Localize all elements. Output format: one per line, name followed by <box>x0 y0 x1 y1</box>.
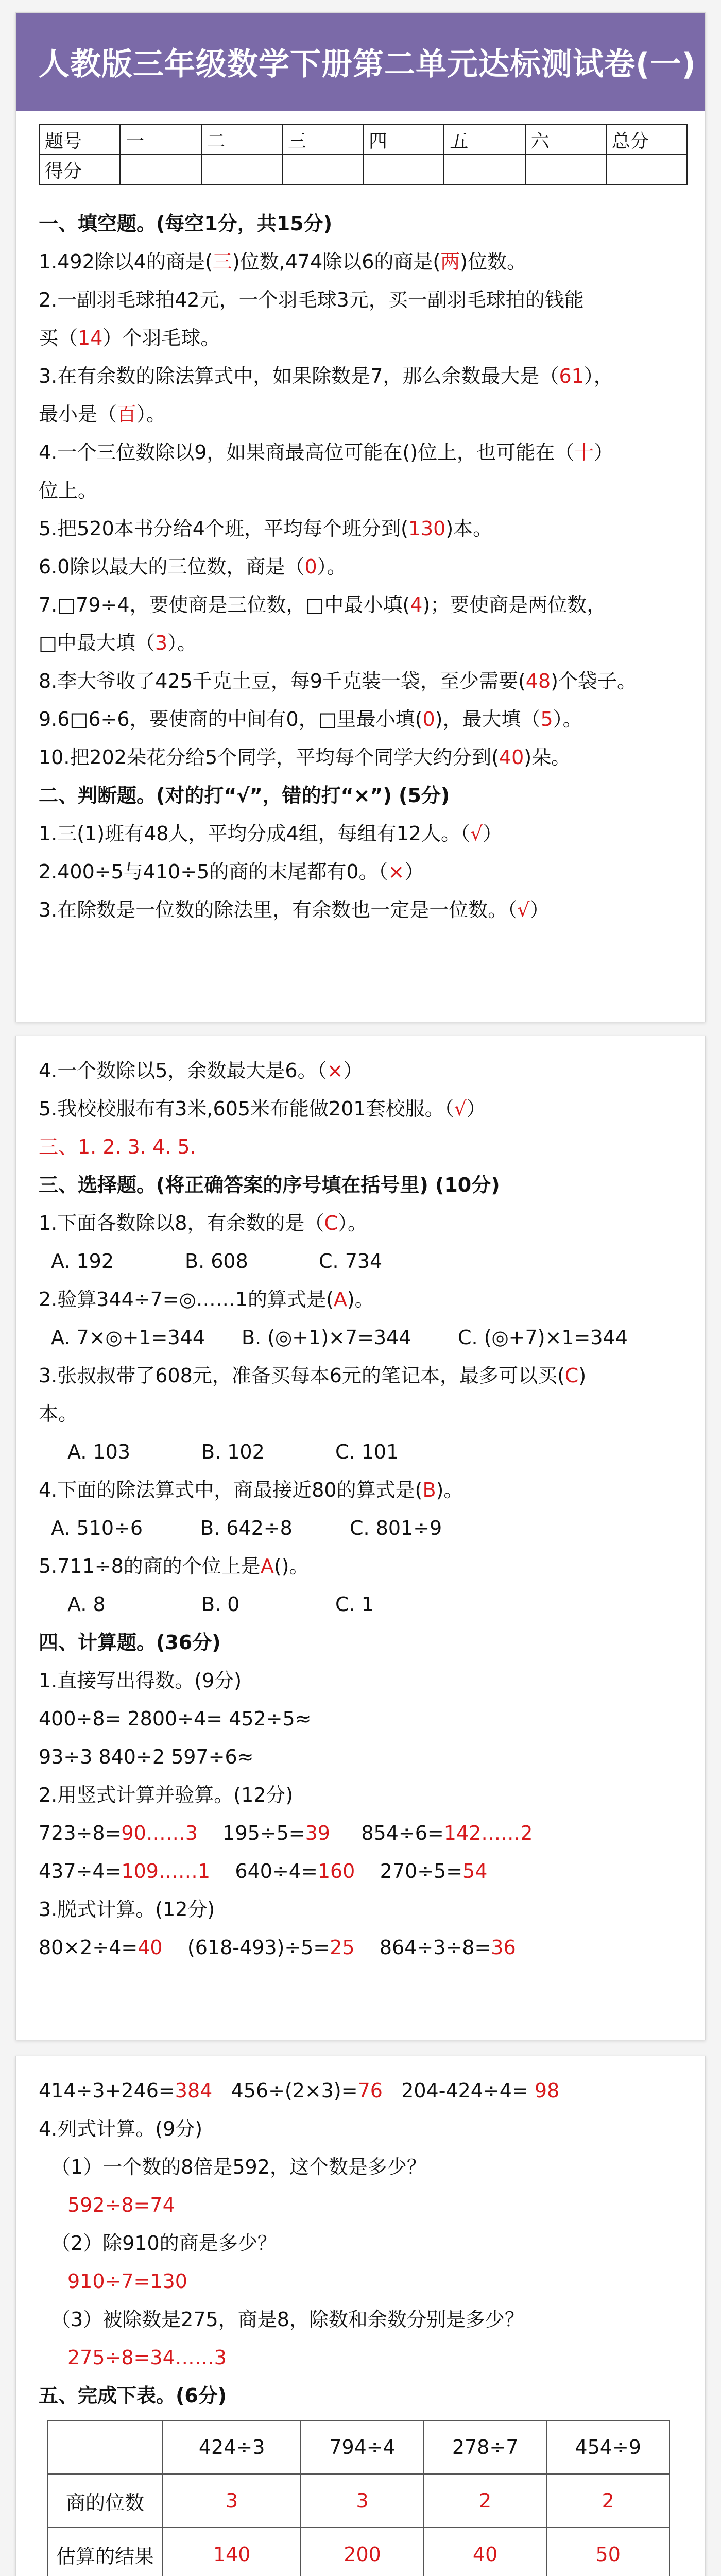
title-band <box>16 13 705 111</box>
judge-1: 1.三(1)班有48人，平均分成4组，每组有12人。（√） <box>39 822 503 845</box>
question-7-cont: □中最大填（3）。 <box>39 632 197 654</box>
question-10: 10.把202朵花分给5个同学，平均每个同学大约分到(40)朵。 <box>39 746 571 769</box>
question-1: 1.492除以4的商是(三)位数,474除以6的商是(两)位数。 <box>39 250 527 273</box>
question-5: 5.把520本书分给4个班，平均每个班分到(130)本。 <box>39 517 493 540</box>
score-cell: 二 <box>201 125 282 155</box>
score-cell <box>525 155 606 184</box>
choice-3-cont: 本。 <box>39 1402 78 1425</box>
question-8: 8.李大爷收了425千克土豆，每9千克装一袋，至少需要(48)个袋子。 <box>39 670 637 692</box>
score-row-header <box>39 125 687 155</box>
table-row <box>47 2474 670 2528</box>
calc-4-q2: （2）除910的商是多少？ <box>51 2232 277 2255</box>
choice-2: 2.验算344÷7=◎……1的算式是(A)。 <box>39 1288 374 1311</box>
table-cell: 794÷4 <box>301 2420 424 2474</box>
question-4: 4.一个三位数除以9，如果商最高位可能在()位上，也可能在（十） <box>39 441 614 464</box>
score-cell <box>282 155 363 184</box>
choice-4-options: A. 510÷6 B. 642÷8 C. 801÷9 <box>51 1517 442 1539</box>
table-cell: 2 <box>546 2474 670 2528</box>
section-5-title: 五、完成下表。(6分) <box>39 2384 227 2407</box>
division-table <box>47 2420 670 2576</box>
question-9: 9.6□6÷6，要使商的中间有0，□里最小填(0)，最大填（5）。 <box>39 708 582 731</box>
question-3: 3.在有余数的除法算式中，如果除数是7，那么余数最大是（61）， <box>39 365 613 387</box>
page-2 <box>15 1036 706 2040</box>
question-6: 6.0除以最大的三位数，商是（0）。 <box>39 555 347 578</box>
calc-2-row: 437÷4=109……1 640÷4=160 270÷5=54 <box>39 1860 488 1883</box>
question-2: 2.一副羽毛球拍42元，一个羽毛球3元，买一副羽毛球拍的钱能 <box>39 289 584 311</box>
score-cell <box>120 155 201 184</box>
choice-3: 3.张叔叔带了608元，准备买每本6元的笔记本，最多可以买(C) <box>39 1364 587 1387</box>
calc-1-row: 93÷3 840÷2 597÷6≈ <box>39 1745 254 1768</box>
section-4-title: 四、计算题。(36分) <box>39 1631 221 1654</box>
table-cell: 278÷7 <box>424 2420 547 2474</box>
judge-4: 4.一个数除以5，余数最大是6。（×） <box>39 1059 363 1082</box>
section-3-title: 三、选择题。(将正确答案的序号填在括号里) (10分) <box>39 1174 500 1196</box>
score-cell: 一 <box>120 125 201 155</box>
score-cell: 总分 <box>606 125 687 155</box>
question-7: 7.□79÷4，要使商是三位数，□中最小填(4)；要使商是两位数， <box>39 594 607 616</box>
page-1 <box>15 12 706 1022</box>
table-cell <box>47 2420 163 2474</box>
judge-5: 5.我校校服布有3米,605米布能做201套校服。（√） <box>39 1097 486 1120</box>
question-3-cont: 最小是（百）。 <box>39 403 166 426</box>
score-cell <box>201 155 282 184</box>
judge-answers: 三、1. 2. 3. 4. 5. <box>39 1136 196 1158</box>
judge-2: 2.400÷5与410÷5的商的末尾都有0。（×） <box>39 860 424 883</box>
table-cell: 3 <box>301 2474 424 2528</box>
score-cell <box>363 155 444 184</box>
score-cell: 三 <box>282 125 363 155</box>
score-cell: 四 <box>363 125 444 155</box>
table-cell: 50 <box>546 2528 670 2576</box>
table-cell: 424÷3 <box>163 2420 301 2474</box>
calc-4-a3: 275÷8=34……3 <box>67 2346 227 2369</box>
calc-4-q1: （1）一个数的8倍是592，这个数是多少？ <box>51 2156 426 2178</box>
table-cell: 2 <box>424 2474 547 2528</box>
table-cell: 3 <box>163 2474 301 2528</box>
table-cell: 454÷9 <box>546 2420 670 2474</box>
score-cell: 五 <box>444 125 525 155</box>
choice-5-options: A. 8 B. 0 C. 1 <box>67 1593 374 1616</box>
calc-4-a1: 592÷8=74 <box>67 2194 175 2216</box>
table-cell: 估算的结果 <box>47 2528 163 2576</box>
score-table <box>39 124 688 185</box>
calc-2-row: 723÷8=90……3 195÷5=39 854÷6=142……2 <box>39 1822 533 1844</box>
calc-4-q3: （3）被除数是275，商是8，除数和余数分别是多少？ <box>51 2308 524 2331</box>
choice-5: 5.711÷8的商的个位上是A()。 <box>39 1555 309 1578</box>
score-cell <box>606 155 687 184</box>
score-cell: 六 <box>525 125 606 155</box>
page-3 <box>15 2056 706 2576</box>
section-1-title: 一、填空题。(每空1分，共15分) <box>39 212 333 235</box>
judge-3: 3.在除数是一位数的除法里，有余数也一定是一位数。（√） <box>39 899 550 921</box>
table-cell: 商的位数 <box>47 2474 163 2528</box>
calc-3-row: 80×2÷4=40 (618-493)÷5=25 864÷3÷8=36 <box>39 1936 516 1959</box>
section-2-title: 二、判断题。(对的打“√”，错的打“×”) (5分) <box>39 784 450 807</box>
choice-4: 4.下面的除法算式中，商最接近80的算式是(B)。 <box>39 1479 464 1501</box>
calc-4-title: 4.列式计算。(9分) <box>39 2117 203 2140</box>
table-cell: 200 <box>301 2528 424 2576</box>
table-row <box>47 2528 670 2576</box>
table-cell: 40 <box>424 2528 547 2576</box>
choice-1-options: A. 192 B. 608 C. 734 <box>51 1250 383 1273</box>
score-cell <box>444 155 525 184</box>
choice-2-options: A. 7×◎+1=344 B. (◎+1)×7=344 C. (◎+7)×1=344 <box>51 1326 628 1349</box>
calc-2-title: 2.用竖式计算并验算。(12分) <box>39 1784 294 1806</box>
choice-3-options: A. 103 B. 102 C. 101 <box>67 1440 399 1463</box>
table-cell: 140 <box>163 2528 301 2576</box>
calc-3-row-2: 414÷3+246=384 456÷(2×3)=76 204-424÷4= 98 <box>39 2079 560 2102</box>
calc-3-title: 3.脱式计算。(12分) <box>39 1898 215 1921</box>
choice-1: 1.下面各数除以8，有余数的是（C）。 <box>39 1212 367 1234</box>
calc-1-title: 1.直接写出得数。(9分) <box>39 1669 242 1692</box>
score-cell: 得分 <box>39 155 120 184</box>
calc-1-row: 400÷8= 2800÷4= 452÷5≈ <box>39 1707 312 1730</box>
question-4-cont: 位上。 <box>39 479 98 502</box>
calc-4-a2: 910÷7=130 <box>67 2270 187 2293</box>
question-2-cont: 买（14）个羽毛球。 <box>39 327 220 349</box>
page-title: 人教版三年级数学下册第二单元达标测试卷(一) <box>39 46 696 82</box>
score-row-values <box>39 155 687 184</box>
table-row <box>47 2420 670 2474</box>
score-cell: 题号 <box>39 125 120 155</box>
